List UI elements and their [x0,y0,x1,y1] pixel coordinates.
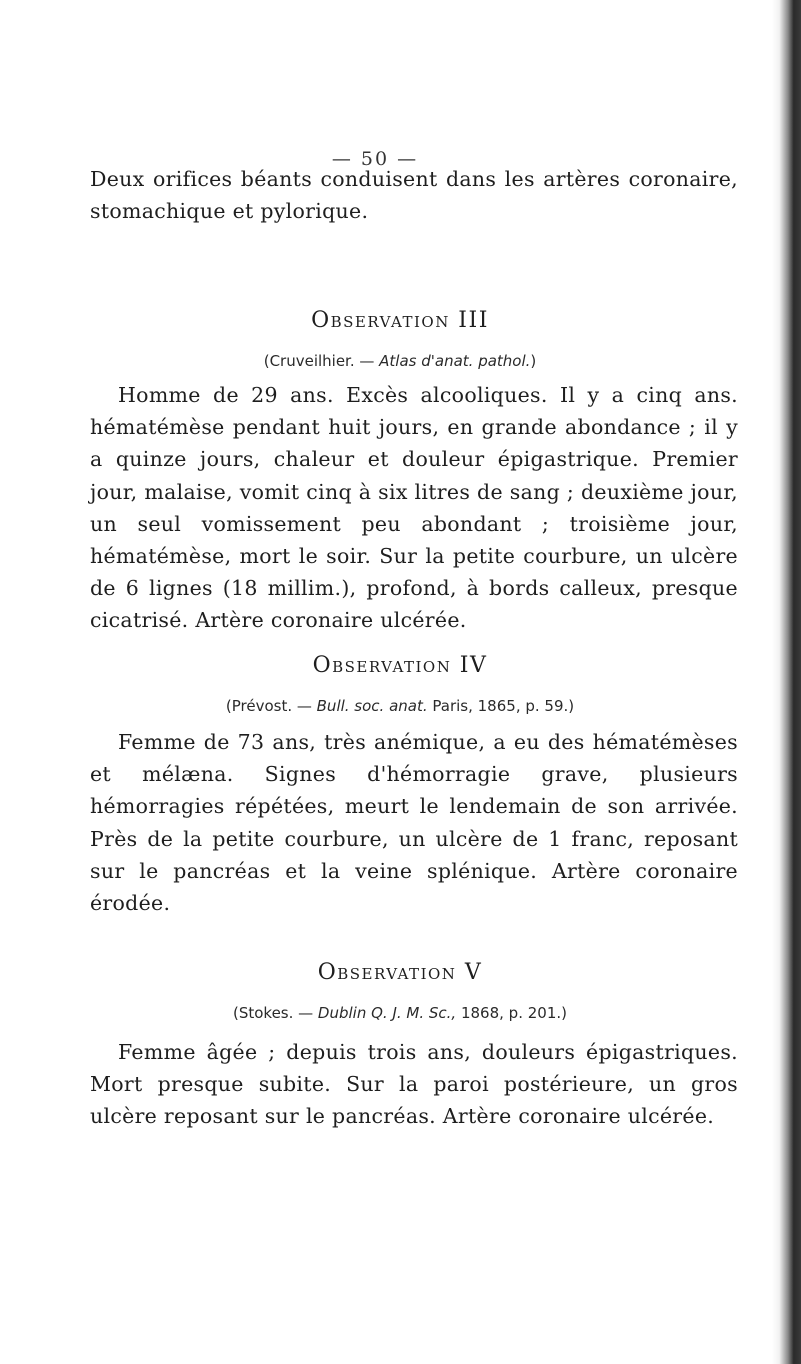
observation-3-source-rest: ) [530,352,537,370]
observation-4-text: Femme de 73 ans, très anémique, a eu des hématémèses et mélæna. Signes d'hémorragie grave, plusieurs hémorragies répétées, meurt le lendemain de son arrivée. Près de la petite courbure, un ulcère de 1 franc, reposant sur le pancréas et la veine splénique. Artère coronaire érodée. [90,730,738,916]
observation-5-text: Femme âgée ; depuis trois ans, douleurs épigastriques. Mort presque subite. Sur la paroi postérieure, un gros ulcère reposant sur le pancréas. Artère coronaire ulcérée. [90,1040,738,1129]
observation-3-source-title: Atlas d'anat. pathol. [379,352,531,370]
observation-3-source [0,352,800,370]
observation-4-source [0,697,800,715]
observation-5-source-author: (Stokes. — [232,1004,318,1022]
observation-3-text: Homme de 29 ans. Excès alcooliques. Il y a cinq ans. hématémèse pendant huit jours, en grande abondance ; il y a quinze jours, chaleur et douleur épigastrique. Premier jour, malaise, vomit cinq à six litres de sang ; deuxième jour, un seul vomissement peu abondant ; troisième jour, hématémèse, mort le soir. Sur la petite courbure, un ulcère de 6 lignes (18 millim.), profond, à bords calleux, presque cicatrisé. Artère coronaire ulcérée. [90,383,738,633]
observation-4-heading: Observation IV [312,653,488,678]
observation-4-source-rest: Paris, 1865, p. 59.) [427,697,575,715]
observation-5-heading: Observation V [317,960,483,985]
page-edge-shadow [772,0,801,1364]
observation-4-source-title: Bull. soc. anat. [316,697,428,715]
observation-5-source-rest: 1868, p. 201.) [456,1004,567,1022]
observation-5-source-title: Dublin Q. J. M. Sc., [317,1004,457,1022]
observation-4-source-author: (Prévost. — [225,697,317,715]
observation-3-heading: Observation III [311,308,489,333]
intro-paragraph: Deux orifices béants conduisent dans les artères coronaire, stomachique et pylorique. [90,167,738,224]
page-number: — 50 — [331,148,419,170]
observation-5-source [0,1004,800,1022]
observation-3-source-author: (Cruveilhier. — [263,352,380,370]
